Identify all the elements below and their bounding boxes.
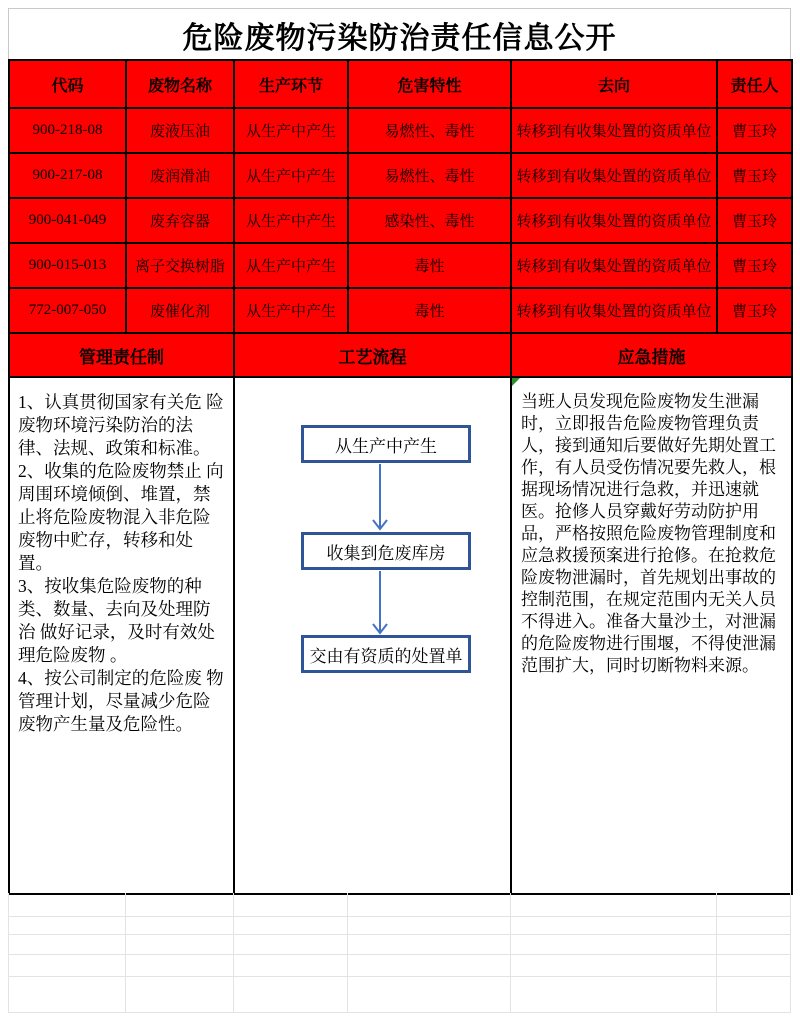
- cell-hazard-property: 易燃性、毒性: [348, 153, 511, 198]
- header-destination: 去向: [511, 60, 717, 108]
- cell-hazard-property: 感染性、毒性: [348, 198, 511, 243]
- flow-arrow-down-1: [373, 464, 387, 529]
- section-header-emergency: 应急措施: [511, 333, 792, 377]
- management-item-1: 1、认真贯彻国家有关危 险废物环境污染防治的法律、法规、政策和标准。: [18, 392, 224, 458]
- cell-production-stage: 从生产中产生: [234, 153, 348, 198]
- grid-column-line: [716, 893, 717, 1013]
- grid-column-line: [347, 893, 348, 1013]
- empty-spreadsheet-grid: [8, 893, 791, 1013]
- grid-column-line: [790, 893, 791, 1013]
- page-title: 危险废物污染防治责任信息公开: [182, 21, 617, 55]
- cell-responsible-person: 曹玉玲: [717, 243, 792, 288]
- header-production-stage: 生产环节: [234, 60, 348, 108]
- cell-hazard-property: 易燃性、毒性: [348, 108, 511, 153]
- grid-column-line: [8, 893, 9, 1013]
- emergency-text: 当班人员发现危险废物发生泄漏时，立即报告危险废物管理负责人，接到通知后要做好先期处置工作，有人员受伤情况要先救人，根据现场情况进行急救，并迅速就医。抢修人员穿戴好劳动防护用品，严格按照危险废物管理制度和应急救援预案进行抢修。在抢救危险废物泄漏时，首先规划出事故的控制范围，在规定范围内无关人员不得进入。准备大量沙土，对泄漏的危险废物进行围堰，不得使泄漏范围扩大，同时切断物料来源。: [521, 392, 776, 675]
- document-title-cell: [8, 8, 791, 60]
- cell-production-stage: 从生产中产生: [234, 288, 348, 333]
- grid-column-line: [125, 893, 126, 1013]
- table-row: [9, 198, 792, 243]
- table-row: [9, 288, 792, 333]
- header-code: 代码: [9, 60, 126, 108]
- cell-waste-name: 离子交换树脂: [126, 243, 234, 288]
- management-item-4: 4、按公司制定的危险废 物管理计划，尽量减少危险废物产生量及危险性。: [18, 668, 224, 734]
- cell-responsible-person: 曹玉玲: [717, 108, 792, 153]
- section-header-process: 工艺流程: [234, 333, 511, 377]
- header-waste-name: 废物名称: [126, 60, 234, 108]
- grid-column-line: [510, 893, 511, 1013]
- cell-destination: 转移到有收集处置的资质单位: [511, 108, 717, 153]
- cell-responsible-person: 曹玉玲: [717, 153, 792, 198]
- cell-responsible-person: 曹玉玲: [717, 288, 792, 333]
- table-row: [9, 243, 792, 288]
- cell-production-stage: 从生产中产生: [234, 243, 348, 288]
- cell-destination: 转移到有收集处置的资质单位: [511, 153, 717, 198]
- flow-step-1: 从生产中产生: [301, 425, 471, 463]
- header-hazard-property: 危害特性: [348, 60, 511, 108]
- cell-destination: 转移到有收集处置的资质单位: [511, 198, 717, 243]
- grid-column-line: [233, 893, 234, 1013]
- cell-code: 772-007-050: [9, 288, 126, 333]
- cell-hazard-property: 毒性: [348, 288, 511, 333]
- hazardous-waste-table: [8, 59, 793, 895]
- process-flowchart-cell: [234, 377, 511, 894]
- cell-code: 900-217-08: [9, 153, 126, 198]
- header-responsible-person: 责任人: [717, 60, 792, 108]
- flow-step-3: 交由有资质的处置单: [301, 635, 471, 673]
- cell-waste-name: 废润滑油: [126, 153, 234, 198]
- cell-production-stage: 从生产中产生: [234, 198, 348, 243]
- cell-code: 900-015-013: [9, 243, 126, 288]
- management-responsibility-cell: [9, 377, 234, 894]
- flow-arrow-down-2: [373, 571, 387, 633]
- section-header-management: 管理责任制: [9, 333, 234, 377]
- table-row: [9, 108, 792, 153]
- cell-waste-name: 废弃容器: [126, 198, 234, 243]
- cell-hazard-property: 毒性: [348, 243, 511, 288]
- table-row: [9, 153, 792, 198]
- table-header-row: [9, 60, 792, 108]
- emergency-measures-cell: [511, 377, 792, 894]
- management-item-2: 2、收集的危险废物禁止 向周围环境倾倒、堆置，禁止将危险废物混入非危险废物中贮存，转移和处置。: [18, 461, 224, 573]
- cell-responsible-person: 曹玉玲: [717, 198, 792, 243]
- section-header-row: [9, 333, 792, 377]
- cell-code: 900-041-049: [9, 198, 126, 243]
- management-item-3: 3、按收集危险废物的种 类、数量、去向及处理防治 做好记录，及时有效处理危险废物 。: [18, 576, 215, 665]
- cell-corner-indicator-icon: [512, 378, 520, 386]
- cell-production-stage: 从生产中产生: [234, 108, 348, 153]
- cell-waste-name: 废催化剂: [126, 288, 234, 333]
- section-content-row: [9, 377, 792, 894]
- cell-waste-name: 废液压油: [126, 108, 234, 153]
- cell-code: 900-218-08: [9, 108, 126, 153]
- cell-destination: 转移到有收集处置的资质单位: [511, 288, 717, 333]
- cell-destination: 转移到有收集处置的资质单位: [511, 243, 717, 288]
- flow-step-2: 收集到危废库房: [301, 532, 471, 570]
